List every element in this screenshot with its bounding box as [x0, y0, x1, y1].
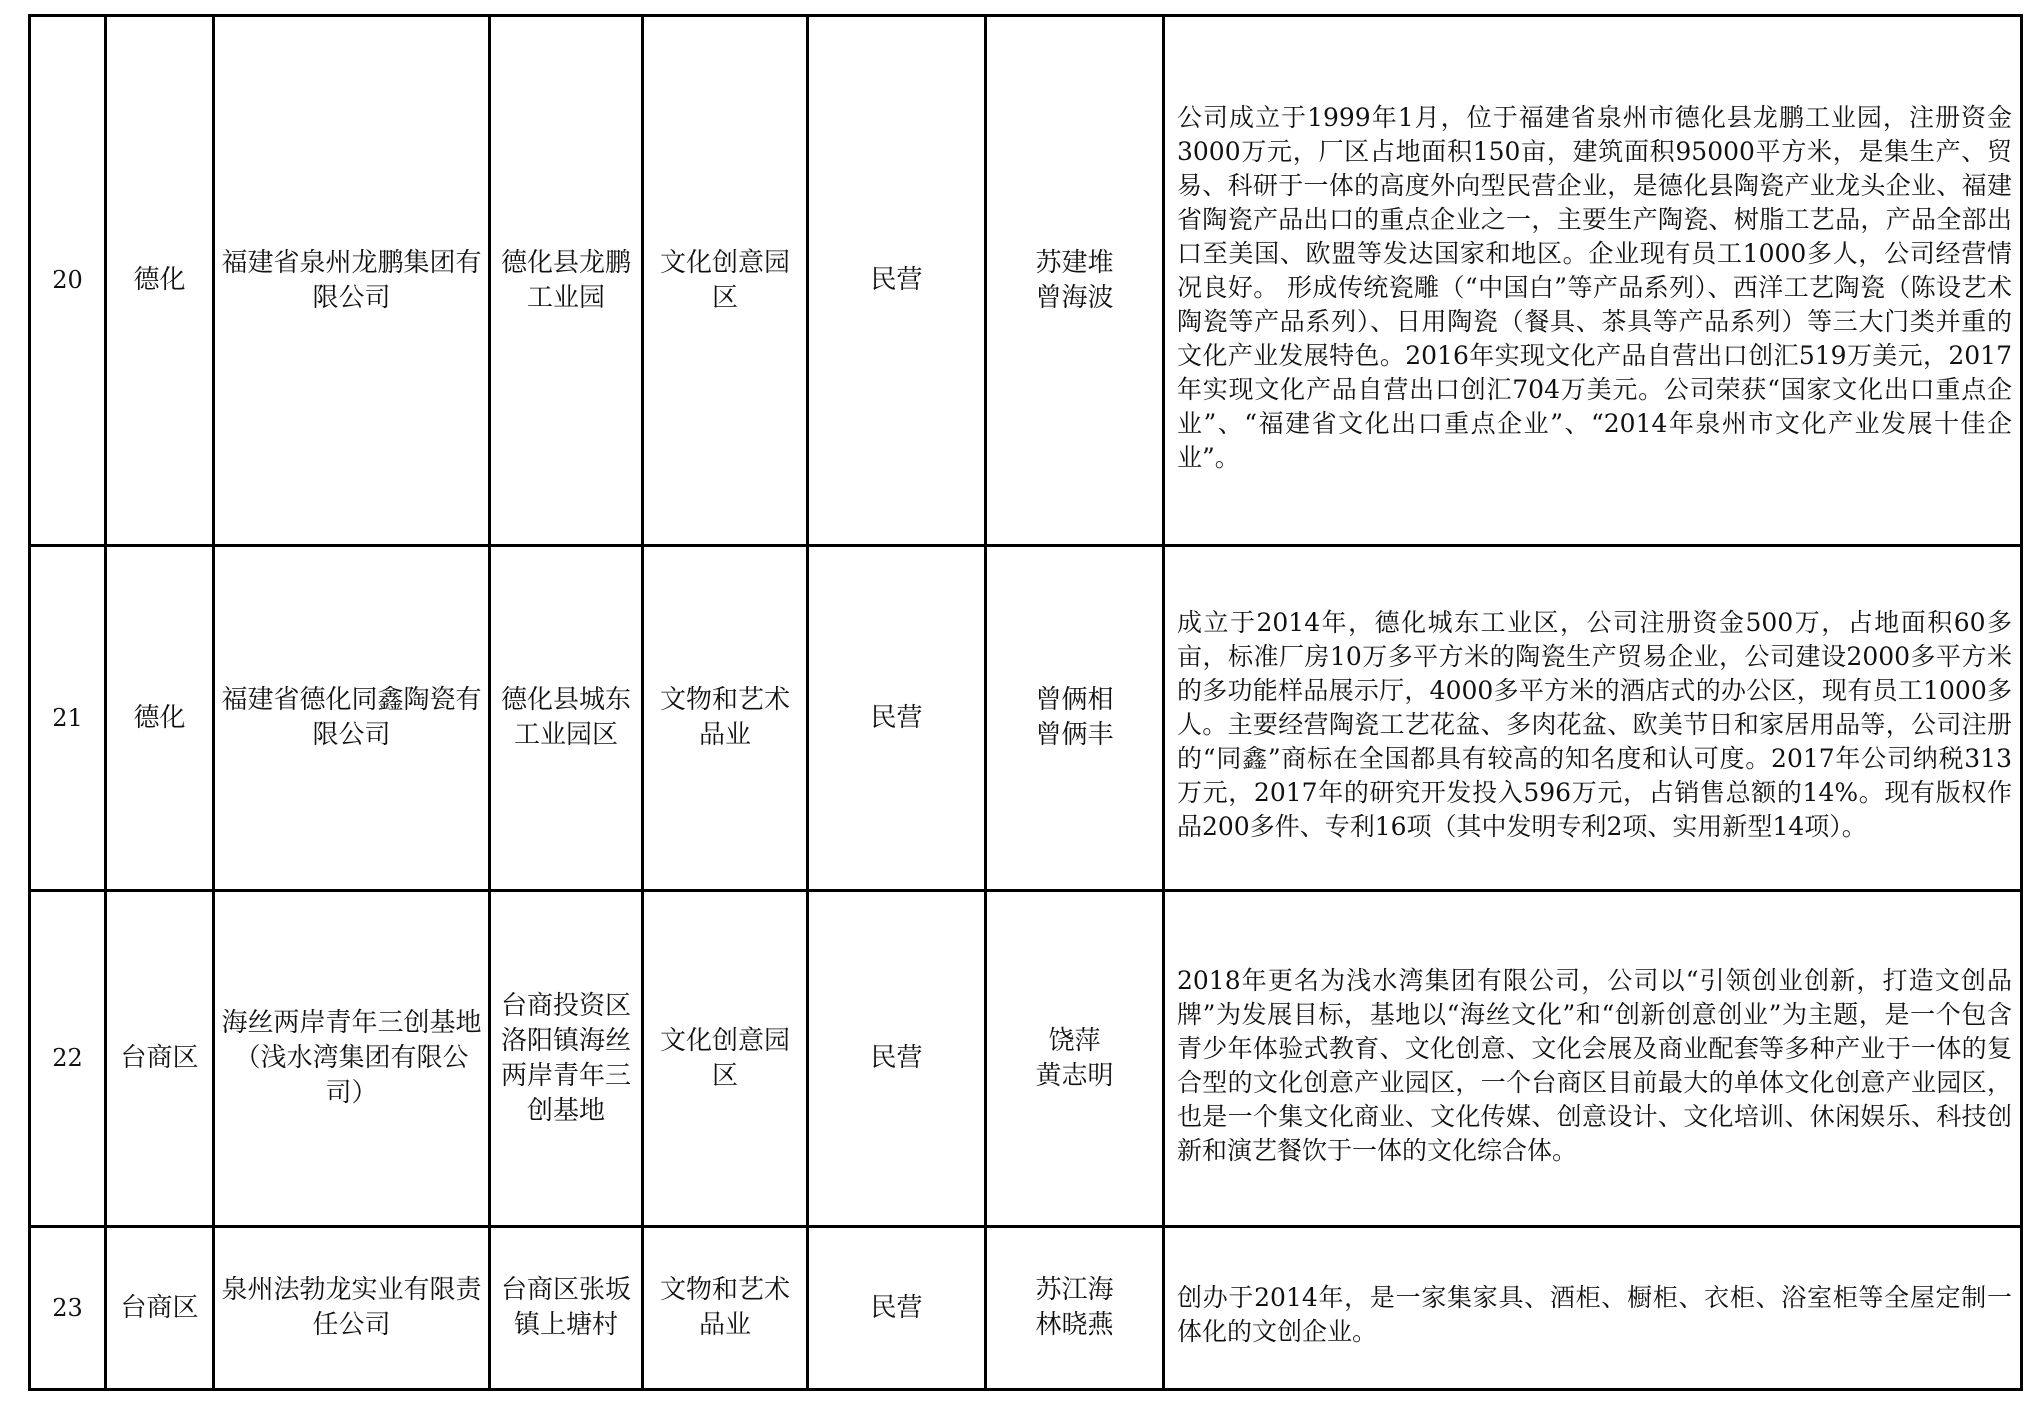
location-cell: 台商区张坂镇上塘村 — [490, 1227, 643, 1390]
contact-name: 苏建堆 — [1035, 247, 1114, 278]
company-name-cell: 福建省德化同鑫陶瓷有限公司 — [214, 546, 490, 891]
row-number: 22 — [30, 891, 106, 1227]
contacts-cell — [986, 546, 1164, 891]
contact-name: 黄志明 — [1035, 1060, 1114, 1091]
contact-name: 饶萍 — [1048, 1025, 1101, 1056]
row-number: 21 — [30, 546, 106, 891]
contact-name: 曾海波 — [1035, 282, 1114, 313]
description-cell: 公司成立于1999年1月，位于福建省泉州市德化县龙鹏工业园，注册资金3000万元，厂区占地面积150亩，建筑面积95000平方米，是集生产、贸易、科研于一体的高度外向型民营企业，是德化县陶瓷产业龙头企业、福建省陶瓷产品出口的重点企业之一，主要生产陶瓷、树脂工艺品，产品全部出口至美国、欧盟等发达国家和地区。企业现有员工1000多人，公司经营情况良好。 形成传统瓷雕（“中国白”等产品系列）、西洋工艺陶瓷（陈设艺术陶瓷等产品系列）、日用陶瓷（餐具、茶具等产品系列）等三大门类并重的文化产业发展特色。2016年实现文化产品自营出口创汇519万美元，2017年实现文化产品自营出口创汇704万美元。公司荣获“国家文化出口重点企业”、“福建省文化出口重点企业”、“2014年泉州市文化产业发展十佳企业”。 — [1164, 16, 2022, 546]
description-cell: 2018年更名为浅水湾集团有限公司，公司以“引领创业创新，打造文创品牌”为发展目标，基地以“海丝文化”和“创新创意创业”为主题，是一个包含青少年体验式教育、文化创意、文化会展及商业配套等多种产业于一体的复合型的文化创意产业园区，一个台商区目前最大的单体文化创意产业园区，也是一个集文化商业、文化传媒、创意设计、文化培训、休闲娱乐、科技创新和演艺餐饮于一体的文化综合体。 — [1164, 891, 2022, 1227]
district-cell: 台商区 — [106, 1227, 214, 1390]
category-cell: 文物和艺术品业 — [643, 1227, 808, 1390]
district-cell: 德化 — [106, 16, 214, 546]
ownership-cell: 民营 — [808, 1227, 986, 1390]
table-row — [30, 546, 2022, 891]
contact-name: 曾俩丰 — [1035, 720, 1114, 750]
ownership-cell: 民营 — [808, 891, 986, 1227]
category-cell: 文物和艺术品业 — [643, 546, 808, 891]
table-row — [30, 1227, 2022, 1390]
contacts-cell — [986, 1227, 1164, 1390]
description-cell: 成立于2014年，德化城东工业区，公司注册资金500万，占地面积60多亩，标准厂房10万多平方米的陶瓷生产贸易企业，公司建设2000多平方米的多功能样品展示厅，4000多平方米的酒店式的办公区，现有员工1000多人。主要经营陶瓷工艺花盆、多肉花盆、欧美节日和家居用品等，公司注册的“同鑫”商标在全国都具有较高的知名度和认可度。2017年公司纳税313万元，2017年的研究开发投入596万元，占销售总额的14%。现有版权作品200多件、专利16项（其中发明专利2项、实用新型14项）。 — [1164, 546, 2022, 891]
table-row — [30, 891, 2022, 1227]
location-cell: 德化县城东工业园区 — [490, 546, 643, 891]
company-name-cell: 福建省泉州龙鹏集团有限公司 — [214, 16, 490, 546]
company-name-cell: 海丝两岸青年三创基地（浅水湾集团有限公司） — [214, 891, 490, 1227]
company-name-cell: 泉州法勃龙实业有限责任公司 — [214, 1227, 490, 1390]
table-row — [30, 16, 2022, 546]
district-cell: 德化 — [106, 546, 214, 891]
district-cell: 台商区 — [106, 891, 214, 1227]
ownership-cell: 民营 — [808, 16, 986, 546]
row-number: 23 — [30, 1227, 106, 1390]
ownership-cell: 民营 — [808, 546, 986, 891]
location-cell: 德化县龙鹏工业园 — [490, 16, 643, 546]
contact-name: 苏江海 — [1035, 1275, 1114, 1305]
contacts-cell — [986, 891, 1164, 1227]
description-cell: 创办于2014年，是一家集家具、酒柜、橱柜、衣柜、浴室柜等全屋定制一体化的文创企业。 — [1164, 1227, 2022, 1390]
row-number: 20 — [30, 16, 106, 546]
category-cell: 文化创意园区 — [643, 891, 808, 1227]
contacts-cell — [986, 16, 1164, 546]
contact-name: 曾俩相 — [1035, 685, 1114, 715]
category-cell: 文化创意园区 — [643, 16, 808, 546]
contact-name: 林晓燕 — [1035, 1310, 1114, 1340]
location-cell: 台商投资区洛阳镇海丝两岸青年三创基地 — [490, 891, 643, 1227]
enterprise-table — [28, 14, 2023, 1391]
